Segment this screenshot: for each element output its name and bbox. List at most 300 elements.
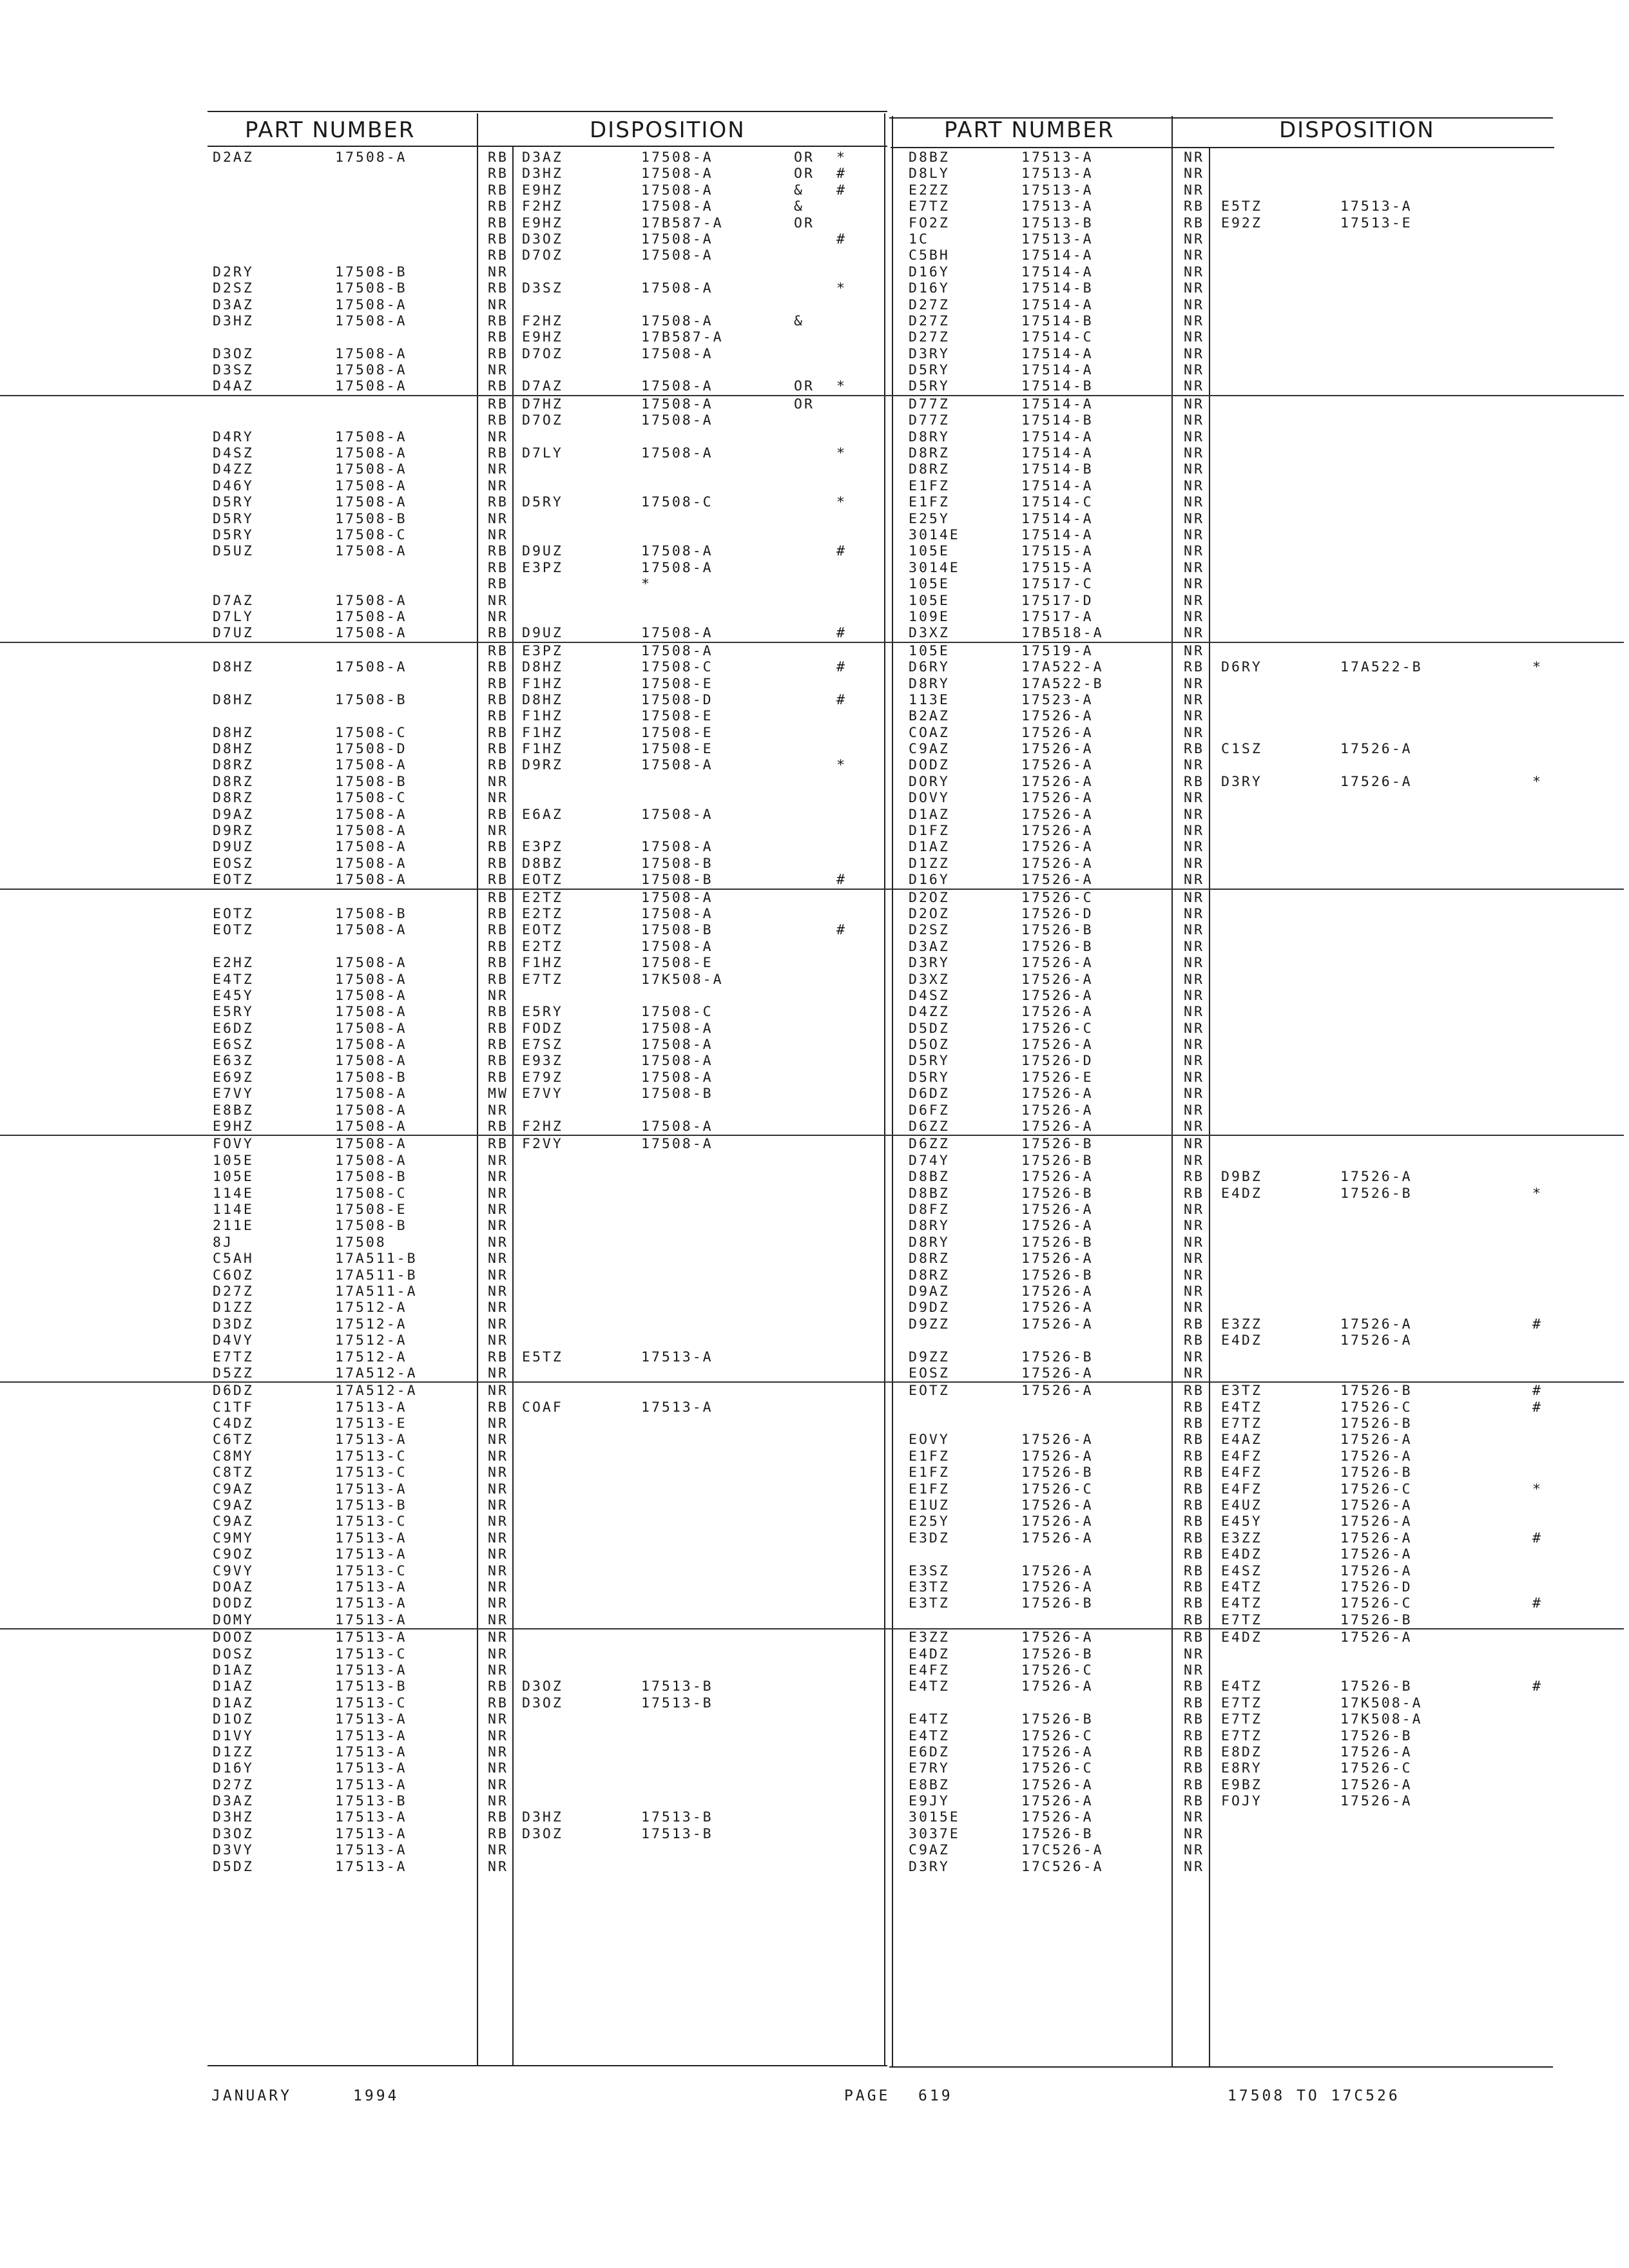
disposition-number: 17526-A	[1340, 1514, 1412, 1530]
part-number: 17513-B	[1021, 215, 1094, 231]
disposition-code: NR	[488, 1776, 508, 1793]
part-prefix: 3014E	[909, 559, 960, 576]
part-number: 17508-A	[335, 1152, 407, 1169]
footer-range: 17508 TO 17C526	[1228, 2088, 1400, 2104]
disposition-number: 17508-A	[641, 198, 713, 215]
disposition-flag: OR	[794, 215, 815, 231]
disposition-prefix: E4DZ	[1221, 1185, 1262, 1202]
part-number: 17513-A	[335, 1809, 407, 1826]
part-number: 17508-C	[335, 1185, 407, 1202]
disposition-prefix: E4AZ	[1221, 1432, 1262, 1448]
disposition-code: NR	[1184, 312, 1204, 329]
part-number: 17526-A	[1021, 1086, 1094, 1102]
part-prefix: D8RY	[909, 1218, 950, 1235]
part-number: 17526-A	[1021, 823, 1094, 840]
part-number: 17526-A	[1021, 1562, 1094, 1579]
disposition-prefix: E9HZ	[522, 329, 563, 346]
part-number: 17526-A	[1021, 1497, 1094, 1514]
table-row	[0, 1316, 1624, 1332]
disposition-prefix: D8HZ	[522, 659, 563, 676]
disposition-prefix: F2HZ	[522, 198, 563, 215]
part-number: 17517-C	[1021, 576, 1094, 593]
table-row	[0, 461, 1624, 477]
part-prefix: E9HZ	[213, 1119, 254, 1135]
disposition-symbol: #	[836, 182, 847, 198]
part-number: 17508-A	[335, 806, 407, 823]
part-prefix: B2AZ	[909, 708, 950, 725]
part-prefix: D9AZ	[909, 1283, 950, 1300]
disposition-number: 17526-B	[1340, 1678, 1412, 1695]
part-number: 17508-C	[335, 790, 407, 807]
disposition-number: 17508-A	[641, 345, 713, 362]
disposition-code: NR	[488, 1562, 508, 1579]
table-row	[0, 1826, 1624, 1842]
disposition-code: NR	[1184, 264, 1204, 280]
part-prefix: EOTZ	[213, 922, 254, 939]
table-row	[0, 725, 1624, 741]
disposition-flag: &	[794, 182, 804, 198]
disposition-code: RB	[488, 412, 508, 429]
part-prefix: D3OZ	[213, 345, 254, 362]
disposition-code: RB	[1184, 1793, 1204, 1810]
table-row	[0, 1416, 1624, 1432]
disposition-number: 17526-B	[1340, 1416, 1412, 1432]
disposition-symbol: #	[836, 659, 847, 676]
table-row	[0, 1399, 1624, 1416]
disposition-number: 17513-E	[1340, 215, 1412, 231]
table-row	[0, 1251, 1624, 1267]
part-prefix: D16Y	[909, 280, 950, 297]
disposition-code: NR	[1184, 445, 1204, 462]
part-number: 17513-A	[335, 1399, 407, 1416]
disposition-code: NR	[1184, 296, 1204, 313]
part-prefix: D2SZ	[909, 922, 950, 939]
part-number: 17A511-A	[335, 1283, 418, 1300]
disposition-code: RB	[488, 1678, 508, 1695]
table-row	[0, 149, 1624, 166]
disposition-number: 17508-A	[641, 839, 713, 856]
part-number: 17526-C	[1021, 889, 1094, 906]
disposition-prefix: E7TZ	[522, 971, 563, 988]
part-prefix: D8RZ	[909, 1251, 950, 1267]
part-number: 17514-A	[1021, 362, 1094, 379]
part-prefix: E8BZ	[909, 1776, 950, 1793]
table-row	[0, 856, 1624, 872]
disposition-code: RB	[488, 855, 508, 872]
disposition-number: 17526-B	[1340, 1185, 1412, 1202]
part-prefix: D3HZ	[213, 312, 254, 329]
disposition-number: 17526-A	[1340, 1448, 1412, 1465]
disposition-code: NR	[1184, 280, 1204, 297]
table-row	[0, 790, 1624, 806]
part-number: 17514-C	[1021, 329, 1094, 346]
part-number: 17508-A	[335, 445, 407, 462]
bottom-rule-left	[207, 2065, 887, 2066]
disposition-code: NR	[1184, 1037, 1204, 1053]
disposition-code: RB	[488, 559, 508, 576]
disposition-number: 17526-A	[1340, 1432, 1412, 1448]
disposition-prefix: E3ZZ	[1221, 1530, 1262, 1546]
part-prefix: D8BZ	[909, 149, 950, 166]
part-number: 17508-A	[335, 839, 407, 856]
part-prefix: 113E	[909, 691, 950, 708]
disposition-code: NR	[1184, 510, 1204, 527]
disposition-code: NR	[1184, 839, 1204, 856]
disposition-prefix: E79Z	[522, 1069, 563, 1086]
table-row	[0, 247, 1624, 264]
disposition-code: NR	[488, 1760, 508, 1777]
table-row	[0, 1004, 1624, 1020]
disposition-code: NR	[1184, 608, 1204, 625]
table-row	[0, 1267, 1624, 1283]
disposition-prefix: E4FZ	[1221, 1465, 1262, 1481]
part-prefix: D74Y	[909, 1152, 950, 1169]
part-prefix: D1AZ	[213, 1678, 254, 1695]
disposition-code: RB	[488, 1825, 508, 1842]
part-number: 17514-A	[1021, 296, 1094, 313]
table-row	[0, 1169, 1624, 1185]
table-row	[0, 198, 1624, 215]
disposition-code: NR	[488, 1842, 508, 1859]
table-row	[0, 1186, 1624, 1202]
disposition-code: NR	[488, 1169, 508, 1186]
disposition-number: 17508-B	[641, 855, 713, 872]
disposition-number: 17526-D	[1340, 1579, 1412, 1595]
disposition-code: NR	[488, 1465, 508, 1481]
part-number: 17508-A	[335, 1053, 407, 1070]
disposition-code: NR	[488, 510, 508, 527]
part-number: 17A512-A	[335, 1365, 418, 1381]
disposition-number: 17526-A	[1340, 1316, 1412, 1332]
disposition-code: NR	[488, 1267, 508, 1283]
disposition-code: NR	[488, 477, 508, 494]
part-number: 17513-A	[335, 1662, 407, 1678]
part-prefix: EOTZ	[909, 1383, 950, 1399]
disposition-code: RB	[488, 1695, 508, 1711]
part-number: 17526-B	[1021, 1825, 1094, 1842]
disposition-number: 17B587-A	[641, 215, 724, 231]
part-number: 17513-C	[335, 1465, 407, 1481]
part-number: 17513-A	[335, 1711, 407, 1728]
disposition-flag: &	[794, 312, 804, 329]
part-number: 17514-A	[1021, 428, 1094, 445]
part-prefix: D4AZ	[213, 378, 254, 395]
part-prefix: D8RY	[909, 428, 950, 445]
part-number: 17508-A	[335, 608, 407, 625]
disposition-code: NR	[1184, 1825, 1204, 1842]
disposition-prefix: E4FZ	[1221, 1481, 1262, 1497]
disposition-prefix: D8BZ	[522, 855, 563, 872]
part-prefix: C8MY	[213, 1448, 254, 1465]
disposition-code: NR	[488, 987, 508, 1004]
part-number: 17512-A	[335, 1316, 407, 1332]
disposition-code: RB	[488, 1809, 508, 1826]
disposition-code: NR	[1184, 790, 1204, 807]
part-prefix: D4RY	[213, 428, 254, 445]
disposition-prefix: FOJY	[1221, 1793, 1262, 1810]
part-prefix: D1ZZ	[213, 1300, 254, 1316]
part-number: 17514-A	[1021, 345, 1094, 362]
part-number: 17526-A	[1021, 1119, 1094, 1135]
disposition-code: NR	[488, 1202, 508, 1218]
table-row	[0, 1662, 1624, 1678]
part-number: 17508-A	[335, 428, 407, 445]
disposition-code: RB	[488, 642, 508, 659]
part-prefix: D16Y	[213, 1760, 254, 1777]
disposition-code: NR	[1184, 955, 1204, 972]
part-prefix: E3TZ	[909, 1579, 950, 1595]
part-prefix: D4ZZ	[909, 1004, 950, 1021]
footer-month: JANUARY	[211, 2088, 292, 2104]
part-number: 17517-D	[1021, 592, 1094, 609]
part-prefix: D9DZ	[909, 1300, 950, 1316]
disposition-code: NR	[1184, 1053, 1204, 1070]
part-number: 17513-A	[1021, 149, 1094, 166]
part-prefix: D4SZ	[213, 445, 254, 462]
disposition-code: RB	[488, 675, 508, 692]
part-number: 17508-A	[335, 872, 407, 889]
disposition-code: NR	[1184, 231, 1204, 247]
table-row	[0, 378, 1624, 396]
disposition-code: RB	[488, 872, 508, 889]
part-number: 17508-A	[335, 477, 407, 494]
part-prefix: D2OZ	[909, 905, 950, 922]
part-number: 17526-A	[1021, 839, 1094, 856]
part-number: 17513-E	[335, 1416, 407, 1432]
table-row	[0, 988, 1624, 1004]
disposition-prefix: E93Z	[522, 1053, 563, 1070]
table-row	[0, 215, 1624, 231]
disposition-code: NR	[488, 1383, 508, 1399]
disposition-number: 17526-A	[1340, 1744, 1412, 1760]
part-prefix: D6DZ	[909, 1086, 950, 1102]
disposition-number: 17508-E	[641, 708, 713, 725]
disposition-number: 17526-A	[1340, 1169, 1412, 1186]
disposition-code: NR	[488, 1629, 508, 1646]
part-number: 17514-B	[1021, 280, 1094, 297]
disposition-prefix: D3HZ	[522, 166, 563, 182]
table-row	[0, 429, 1624, 445]
part-prefix: D8RZ	[909, 1267, 950, 1283]
disposition-code: RB	[1184, 1465, 1204, 1481]
disposition-number: 17K508-A	[1340, 1711, 1423, 1728]
disposition-symbol: #	[1532, 1530, 1543, 1546]
disposition-code: NR	[1184, 987, 1204, 1004]
disposition-code: NR	[1184, 477, 1204, 494]
table-row	[0, 1842, 1624, 1858]
disposition-prefix: D6RY	[1221, 659, 1262, 676]
disposition-number: 17526-A	[1340, 1332, 1412, 1349]
disposition-number: 17508-A	[641, 247, 713, 264]
part-prefix: E63Z	[213, 1053, 254, 1070]
disposition-code: NR	[1184, 1086, 1204, 1102]
disposition-code: NR	[488, 1662, 508, 1678]
disposition-prefix: E9HZ	[522, 215, 563, 231]
part-number: 17514-B	[1021, 412, 1094, 429]
disposition-code: NR	[1184, 1004, 1204, 1021]
disposition-prefix: E3TZ	[1221, 1383, 1262, 1399]
table-row	[0, 643, 1624, 659]
part-number: 17C526-A	[1021, 1842, 1104, 1859]
table-row	[0, 346, 1624, 362]
part-number: 17A522-B	[1021, 675, 1104, 692]
table-row	[0, 362, 1624, 378]
table-row	[0, 280, 1624, 296]
table-row	[0, 1595, 1624, 1611]
disposition-symbol: *	[1532, 1185, 1543, 1202]
part-number: 17C526-A	[1021, 1858, 1104, 1875]
disposition-code: NR	[1184, 1234, 1204, 1251]
disposition-code: RB	[488, 182, 508, 198]
part-prefix: FOVY	[213, 1136, 254, 1153]
disposition-code: NR	[1184, 592, 1204, 609]
disposition-code: NR	[488, 362, 508, 379]
part-number: 17508-E	[335, 1202, 407, 1218]
disposition-symbol: #	[836, 872, 847, 889]
part-prefix: D1VY	[213, 1727, 254, 1744]
disposition-code: NR	[1184, 1069, 1204, 1086]
part-prefix: E4TZ	[909, 1678, 950, 1695]
disposition-symbol: *	[836, 149, 847, 166]
part-number: 17526-A	[1021, 1432, 1094, 1448]
disposition-code: RB	[488, 1004, 508, 1021]
disposition-code: NR	[1184, 724, 1204, 741]
disposition-prefix: E2TZ	[522, 938, 563, 955]
disposition-flag: &	[794, 198, 804, 215]
disposition-prefix: D3OZ	[522, 1695, 563, 1711]
part-prefix: E4FZ	[909, 1662, 950, 1678]
part-number: 17515-A	[1021, 559, 1094, 576]
part-number: 17512-A	[335, 1349, 407, 1365]
disposition-code: NR	[1184, 543, 1204, 560]
part-number: 17526-B	[1021, 1136, 1094, 1153]
part-number: 17B518-A	[1021, 625, 1104, 642]
part-prefix: EOTZ	[213, 905, 254, 922]
disposition-symbol: *	[836, 494, 847, 511]
disposition-code: NR	[488, 1448, 508, 1465]
disposition-number: 17508-E	[641, 955, 713, 972]
part-prefix: C9AZ	[213, 1497, 254, 1514]
part-number: 17513-A	[1021, 198, 1094, 215]
part-prefix: D8FZ	[909, 1202, 950, 1218]
part-prefix: C9AZ	[909, 1842, 950, 1859]
disposition-prefix: D3HZ	[522, 1809, 563, 1826]
part-number: 17508-A	[335, 1136, 407, 1153]
part-prefix: 105E	[909, 592, 950, 609]
part-prefix: 3014E	[909, 526, 960, 543]
part-number: 17513-A	[335, 1629, 407, 1646]
part-prefix: E6DZ	[213, 1020, 254, 1037]
disposition-number: 17526-C	[1340, 1399, 1412, 1416]
disposition-code: RB	[488, 280, 508, 297]
table-row	[0, 906, 1624, 922]
disposition-code: RB	[1184, 1629, 1204, 1646]
disposition-number: 17508-A	[641, 625, 713, 642]
part-prefix: D8HZ	[213, 691, 254, 708]
disposition-code: NR	[1184, 1662, 1204, 1678]
disposition-code: RB	[488, 1037, 508, 1053]
disposition-code: NR	[488, 608, 508, 625]
table-row	[0, 1514, 1624, 1530]
part-number: 17513-A	[335, 1858, 407, 1875]
disposition-code: RB	[1184, 1514, 1204, 1530]
disposition-code: RB	[1184, 659, 1204, 676]
part-prefix: D8RZ	[213, 790, 254, 807]
disposition-prefix: D9BZ	[1221, 1169, 1262, 1186]
disposition-code: NR	[1184, 938, 1204, 955]
disposition-prefix: C1SZ	[1221, 741, 1262, 758]
disposition-number: 17508-C	[641, 494, 713, 511]
part-prefix: E7TZ	[909, 198, 950, 215]
disposition-prefix: D7HZ	[522, 396, 563, 412]
part-number: 17519-A	[1021, 642, 1094, 659]
part-prefix: E69Z	[213, 1069, 254, 1086]
disposition-code: NR	[1184, 708, 1204, 725]
part-prefix: E4TZ	[909, 1727, 950, 1744]
disposition-number: *	[641, 576, 651, 593]
part-prefix: D2SZ	[213, 280, 254, 297]
disposition-prefix: E7TZ	[1221, 1416, 1262, 1432]
disposition-code: RB	[1184, 198, 1204, 215]
disposition-number: 17526-A	[1340, 773, 1412, 790]
part-number: 17526-A	[1021, 1629, 1094, 1646]
part-prefix: C9MY	[213, 1530, 254, 1546]
part-number: 17508-D	[335, 741, 407, 758]
disposition-code: RB	[488, 708, 508, 725]
part-number: 17526-C	[1021, 1760, 1094, 1777]
part-number: 17508-A	[335, 362, 407, 379]
part-number: 17514-A	[1021, 247, 1094, 264]
part-number: 17A511-B	[335, 1251, 418, 1267]
disposition-code: RB	[1184, 1727, 1204, 1744]
part-prefix: D5RY	[909, 1053, 950, 1070]
disposition-code: NR	[488, 1316, 508, 1332]
part-number: 17513-C	[335, 1514, 407, 1530]
part-prefix: D27Z	[909, 296, 950, 313]
table-row	[0, 1809, 1624, 1825]
part-number: 17526-A	[1021, 1283, 1094, 1300]
disposition-number: 17508-B	[641, 1086, 713, 1102]
table-row	[0, 166, 1624, 182]
part-number: 17508-C	[335, 526, 407, 543]
disposition-code: NR	[1184, 247, 1204, 264]
part-number: 17513-B	[335, 1793, 407, 1810]
table-row	[0, 1711, 1624, 1727]
part-prefix: D3DZ	[213, 1316, 254, 1332]
disposition-code: RB	[488, 576, 508, 593]
disposition-number: 17K508-A	[1340, 1695, 1423, 1711]
disposition-number: 17508-A	[641, 889, 713, 906]
disposition-code: NR	[1184, 182, 1204, 198]
table-row	[0, 1119, 1624, 1136]
part-number: 17514-A	[1021, 526, 1094, 543]
part-prefix: E3TZ	[909, 1595, 950, 1612]
disposition-number: 17513-A	[1340, 198, 1412, 215]
disposition-prefix: EOTZ	[522, 922, 563, 939]
disposition-code: RB	[488, 839, 508, 856]
disposition-prefix: D7OZ	[522, 345, 563, 362]
part-prefix: 105E	[213, 1169, 254, 1186]
disposition-number: 17513-A	[641, 1349, 713, 1365]
disposition-number: 17526-A	[1340, 1497, 1412, 1514]
part-prefix: COAZ	[909, 724, 950, 741]
part-prefix: 105E	[909, 642, 950, 659]
part-number: 17526-A	[1021, 724, 1094, 741]
disposition-prefix: D9UZ	[522, 543, 563, 560]
disposition-number: 17526-A	[1340, 741, 1412, 758]
disposition-code: NR	[488, 264, 508, 280]
disposition-code: NR	[488, 1711, 508, 1728]
